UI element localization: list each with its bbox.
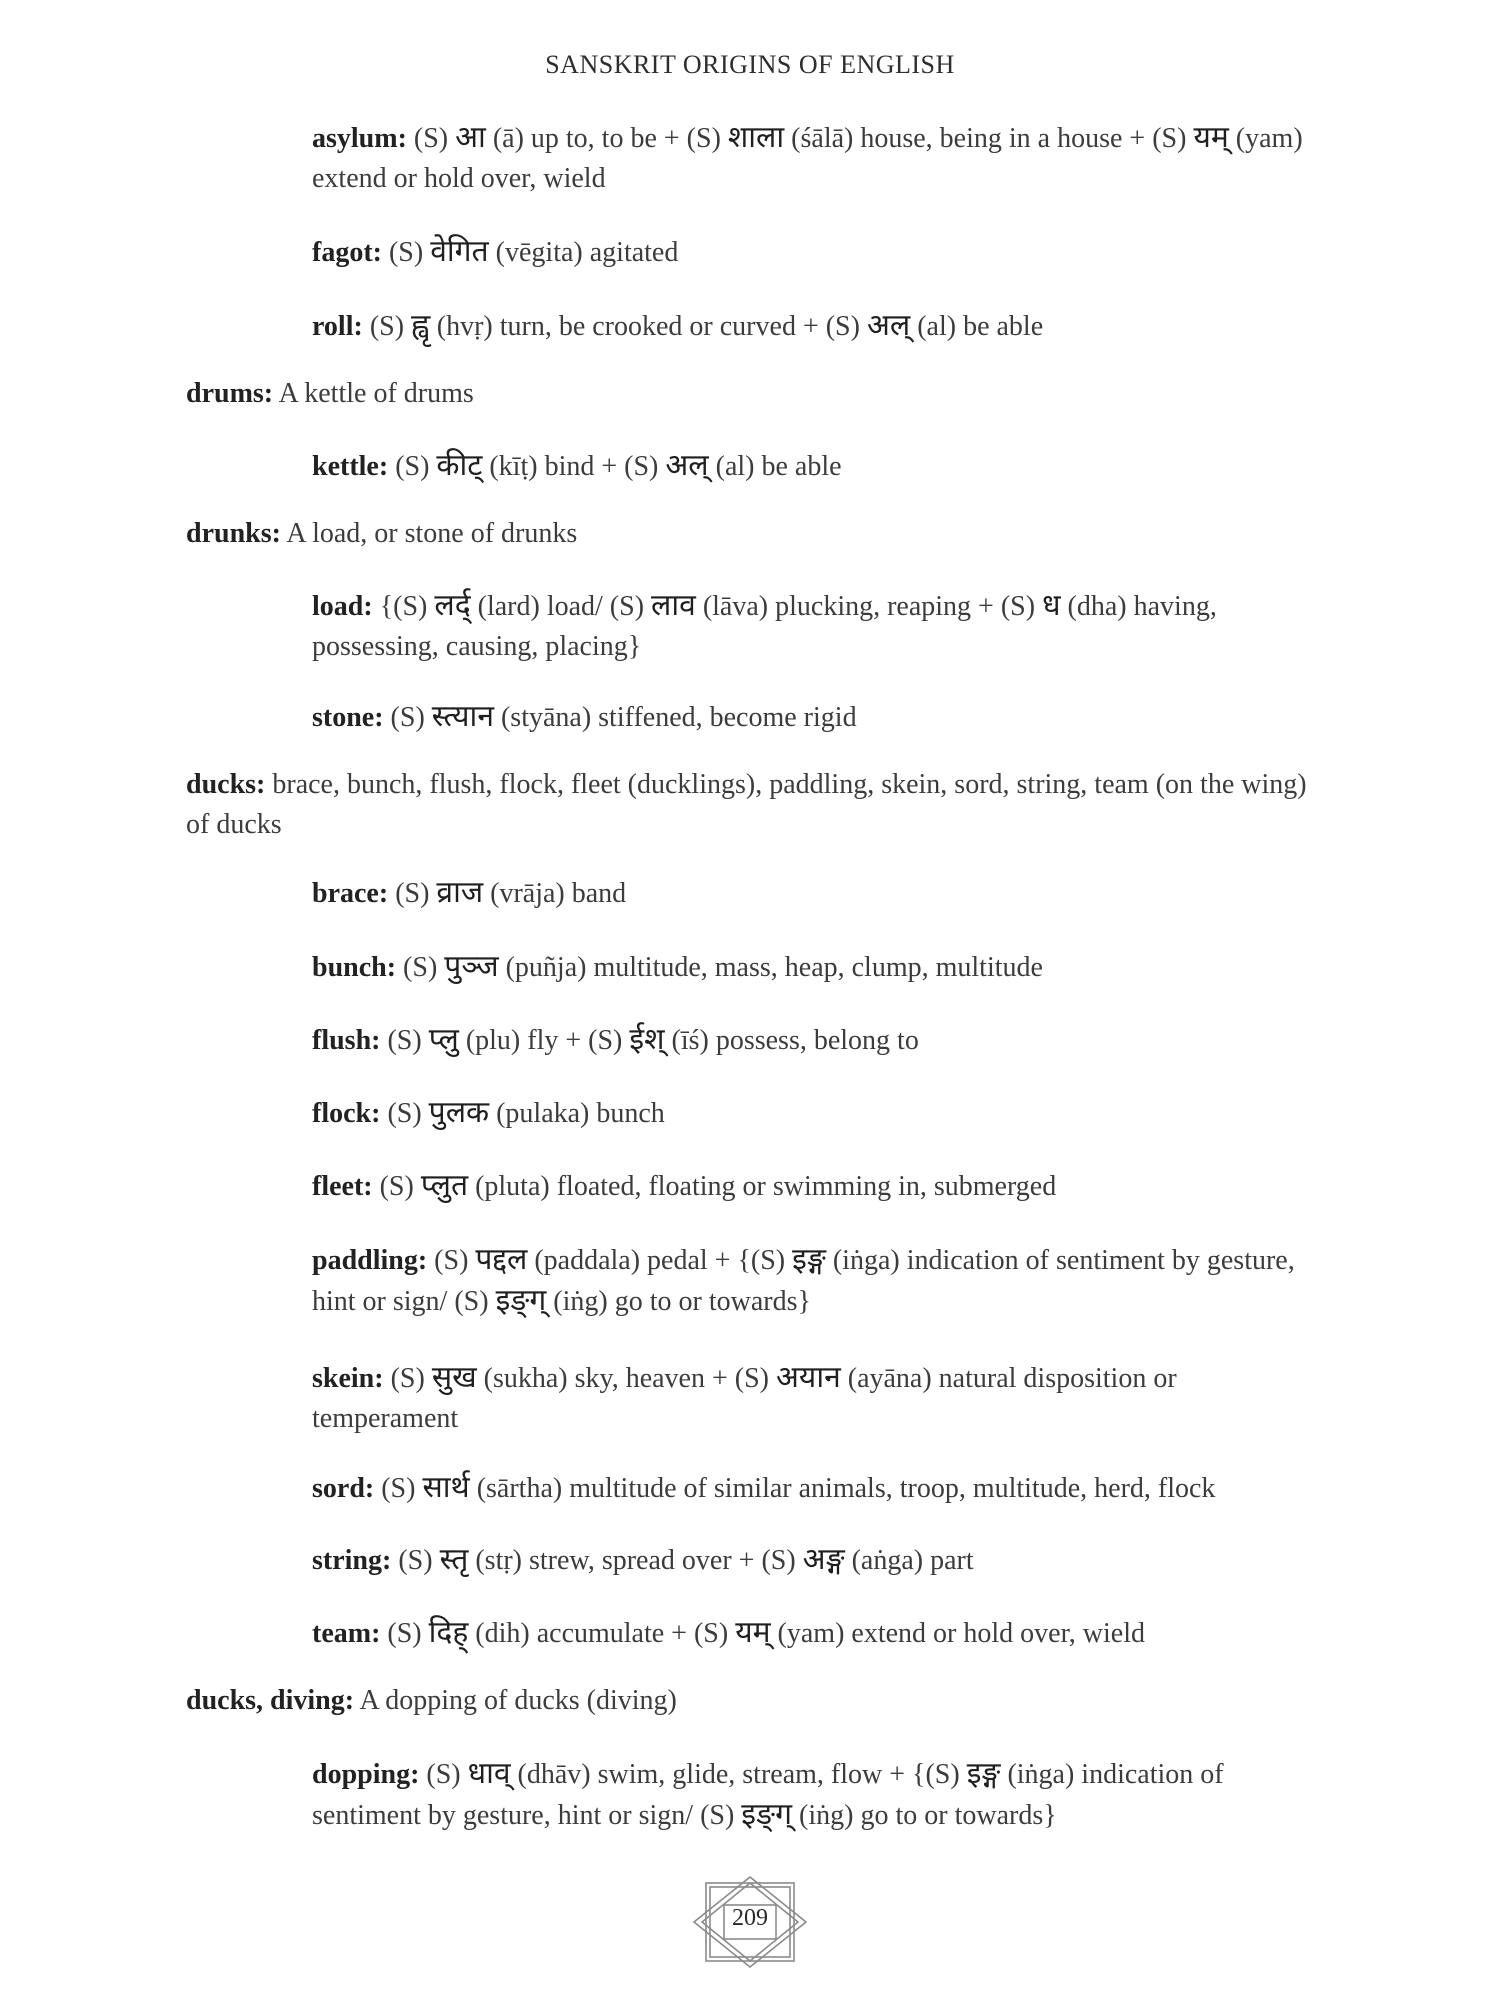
sanskrit-word: स्तृ (439, 1542, 469, 1577)
sanskrit-word: आ (455, 120, 486, 155)
entry-text: (aṅga) part (844, 1545, 974, 1576)
sanskrit-word: इङ्ग् (741, 1797, 793, 1832)
entry-bunch (312, 947, 1312, 988)
entry-brace (312, 873, 1312, 914)
entry-term: paddling: (312, 1245, 428, 1276)
entry-text: (S) (388, 451, 437, 482)
sanskrit-word: अङ्ग (802, 1542, 845, 1577)
page-number: 209 (732, 1905, 768, 1931)
entry-term: stone: (312, 702, 384, 733)
entry-string (312, 1540, 1312, 1581)
entry-text: (lard) load/ (S) (470, 591, 652, 622)
entry-kettle (312, 446, 1312, 487)
entry-text: (iṅg) go to or towards} (546, 1286, 811, 1317)
entry-term: dopping: (312, 1759, 420, 1790)
entry-text: (ayāna) natural disposition or temperament (312, 1363, 1177, 1434)
entry-text: (iṅga) indication of sentiment by gesture, hint or sign/ (S) (312, 1245, 1295, 1317)
entry-text: (S) (406, 123, 456, 154)
entry-term: drunks: (186, 518, 281, 549)
entry-term: bunch: (312, 952, 397, 983)
entry-text: (al) be able (910, 311, 1044, 342)
sanskrit-word: ईश् (629, 1022, 665, 1057)
entry-term: flush: (312, 1025, 381, 1056)
entry-text: (S) (380, 1025, 429, 1056)
entry-drums (186, 374, 1316, 414)
entry-fleet (312, 1166, 1312, 1207)
entry-text: (ā) up to, to be + (S) (485, 123, 728, 154)
entry-text: (śālā) house, being in a house + (S) (784, 123, 1194, 154)
entry-term: drums: (186, 378, 274, 409)
entry-text: (S) (362, 311, 412, 342)
entry-term: load: (312, 591, 373, 622)
entry-text: A dopping of ducks (diving) (354, 1685, 677, 1716)
entry-text: (pluta) floated, floating or swimming in, submerged (468, 1171, 1057, 1202)
entry-term: flock: (312, 1098, 381, 1129)
entry-text: (S) (427, 1245, 476, 1276)
entry-text: {(S) (372, 591, 435, 622)
entry-text: A load, or stone of drunks (280, 518, 578, 549)
entry-drunks (186, 514, 1316, 554)
entry-text: (sukha) sky, heaven + (S) (476, 1363, 776, 1394)
entry-ducks (186, 765, 1316, 845)
running-header: SANSKRIT ORIGINS OF ENGLISH (545, 50, 955, 79)
entry-text: (dhāv) swim, glide, stream, flow + {(S) (510, 1759, 967, 1790)
sanskrit-word: कीट् (436, 448, 483, 483)
entry-term: roll: (312, 311, 363, 342)
entry-load (312, 586, 1312, 667)
entry-asylum (312, 118, 1312, 199)
entry-sord (312, 1468, 1312, 1509)
sanskrit-word: इङ्ग (966, 1756, 1001, 1791)
sanskrit-word: ध (1042, 588, 1061, 623)
sanskrit-word: सार्थ (422, 1470, 470, 1505)
sanskrit-word: अयान (776, 1360, 841, 1395)
entry-text: (S) (381, 237, 431, 268)
entry-dopping (312, 1754, 1312, 1836)
entry-paddling (312, 1240, 1312, 1322)
entry-term: sord: (312, 1473, 375, 1504)
entry-term: brace: (312, 878, 389, 909)
entry-term: fagot: (312, 237, 382, 268)
sanskrit-word: पद्दल (475, 1242, 528, 1277)
entry-text: (dha) having, possessing, causing, placing} (312, 591, 1217, 662)
sanskrit-word: यम् (735, 1615, 771, 1650)
sanskrit-word: लर्द् (434, 588, 471, 623)
sanskrit-word: अल् (665, 448, 709, 483)
entry-skein (312, 1358, 1312, 1439)
entry-flush (312, 1020, 1312, 1061)
entry-text: (plu) fly + (S) (458, 1025, 630, 1056)
entry-text: (styāna) stiffened, become rigid (493, 702, 857, 733)
entry-text: (yam) extend or hold over, wield (770, 1618, 1145, 1649)
sanskrit-word: यम् (1193, 120, 1229, 155)
entry-text: (al) be able (708, 451, 842, 482)
entry-text: (iṅg) go to or towards} (792, 1800, 1057, 1831)
entry-flock (312, 1093, 1312, 1134)
entry-text: brace, bunch, flush, flock, fleet (ducklings), paddling, skein, sord, string, team (on the wing) of ducks (186, 769, 1307, 840)
entry-text: (iṅga) indication of sentiment by gesture, hint or sign/ (S) (312, 1759, 1224, 1831)
entry-term: asylum: (312, 123, 407, 154)
entry-fagot (312, 232, 1312, 273)
entry-text: (S) (380, 1098, 429, 1129)
sanskrit-word: पुलक (428, 1095, 490, 1130)
sanskrit-word: स्त्यान (431, 699, 494, 734)
entry-text: (dih) accumulate + (S) (468, 1618, 736, 1649)
entry-text: (stṛ) strew, spread over + (S) (468, 1545, 803, 1576)
sanskrit-word: सुख (431, 1360, 477, 1395)
entry-ducks-diving (186, 1681, 1316, 1721)
sanskrit-word: पुञ्ज (444, 949, 499, 984)
entry-text: (S) (391, 1545, 440, 1576)
entry-text: (yam) extend or hold over, wield (312, 123, 1303, 194)
sanskrit-word: ह्वृ (411, 308, 430, 343)
entry-text: (S) (419, 1759, 468, 1790)
entry-text: (paddala) pedal + {(S) (527, 1245, 793, 1276)
entry-term: string: (312, 1545, 392, 1576)
entry-text: (vēgita) agitated (488, 237, 679, 268)
sanskrit-word: व्राज (436, 875, 484, 910)
entry-text: (S) (374, 1473, 423, 1504)
entry-team (312, 1613, 1312, 1654)
sanskrit-word: इङ्ग (792, 1242, 826, 1277)
entry-term: fleet: (312, 1171, 373, 1202)
entry-text: (S) (383, 702, 432, 733)
sanskrit-word: शाला (727, 120, 785, 155)
entry-text: (sārtha) multitude of similar animals, troop, multitude, herd, flock (469, 1473, 1216, 1504)
entry-text: (vrāja) band (483, 878, 627, 909)
sanskrit-word: धाव् (467, 1756, 511, 1791)
entry-text: (S) (380, 1618, 429, 1649)
entry-term: team: (312, 1618, 381, 1649)
sanskrit-word: इङ्ग् (495, 1283, 547, 1318)
entry-stone (312, 697, 1312, 738)
entry-text: (puñja) multitude, mass, heap, clump, multitude (498, 952, 1043, 983)
entry-term: kettle: (312, 451, 389, 482)
entry-text: (hvṛ) turn, be crooked or curved + (S) (429, 311, 867, 342)
sanskrit-word: लाव (651, 588, 696, 623)
entry-text: (kīṭ) bind + (S) (482, 451, 666, 482)
entry-term: ducks, diving: (186, 1685, 355, 1716)
page-number-ornament (688, 1875, 812, 1969)
entry-text: (S) (372, 1171, 421, 1202)
entry-text: (pulaka) bunch (489, 1098, 665, 1129)
entry-text: A kettle of drums (273, 378, 474, 409)
entry-text: (S) (383, 1363, 432, 1394)
entry-text: (S) (396, 952, 445, 983)
sanskrit-word: अल् (866, 308, 911, 343)
sanskrit-word: प्लु (428, 1022, 459, 1057)
entry-text: (lāva) plucking, reaping + (S) (695, 591, 1043, 622)
sanskrit-word: प्लुत (420, 1168, 469, 1203)
sanskrit-word: वेगित (430, 234, 489, 269)
entry-text: (īś) possess, belong to (664, 1025, 919, 1056)
entry-term: ducks: (186, 769, 266, 800)
sanskrit-word: दिह् (428, 1615, 469, 1650)
entry-text: (S) (388, 878, 437, 909)
entry-roll (312, 306, 1312, 347)
entry-term: skein: (312, 1363, 384, 1394)
